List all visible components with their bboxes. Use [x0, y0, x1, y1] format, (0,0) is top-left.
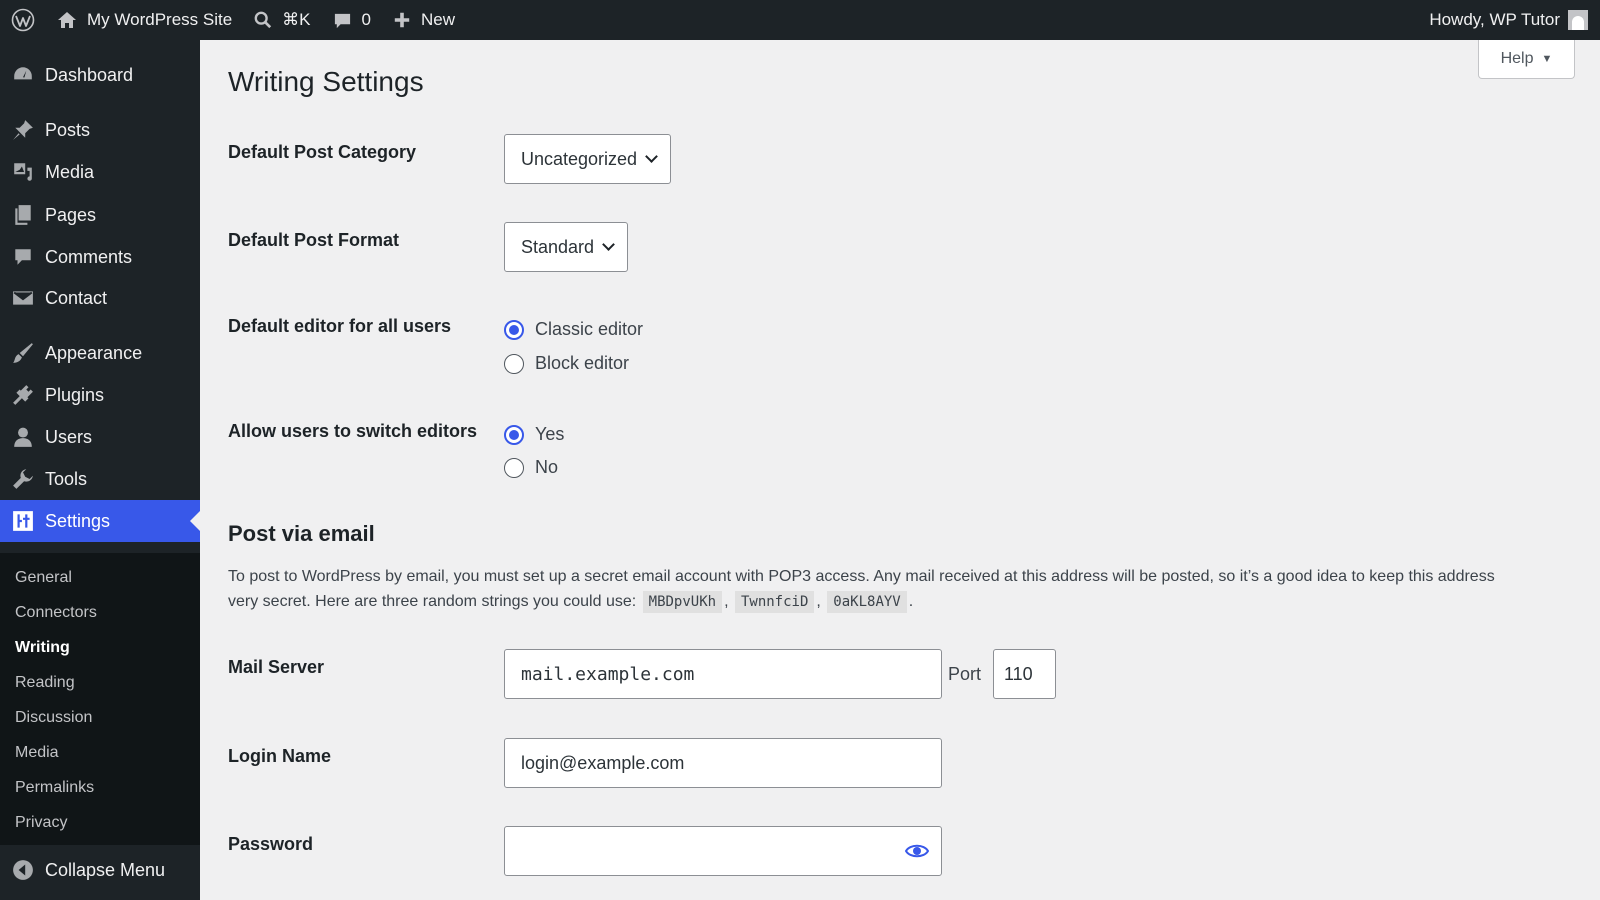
sidebar-item-tools[interactable]: [0, 458, 200, 500]
random-string: TwnnfciD: [735, 591, 814, 613]
sidebar-item-label: Settings: [45, 510, 111, 531]
submenu-item-discussion[interactable]: Discussion: [15, 709, 93, 726]
plugin-icon: [12, 384, 34, 406]
collapse-menu-button[interactable]: [0, 849, 200, 891]
collapse-menu-label: Collapse Menu: [45, 859, 166, 880]
post-via-email-description: To post to WordPress by email, you must set up a secret email account with POP3 access. Any mail received at this address will be posted, so it’s a good idea to keep this address very secret. Here are three random strings you could use: MBDpvUKh , TwnnfciD , 0aKL8AYV .: [228, 564, 1528, 615]
submenu-item-connectors[interactable]: Connectors: [15, 604, 97, 621]
site-name: My WordPress Site: [87, 10, 233, 29]
radio-label: Yes: [535, 424, 565, 444]
radio-switch-yes[interactable]: [504, 424, 564, 445]
submenu-item-reading[interactable]: Reading: [15, 674, 75, 691]
login-name-label: Login Name: [228, 746, 332, 766]
sidebar-item-posts[interactable]: [0, 109, 200, 151]
settings-icon: [12, 510, 34, 532]
site-name-link[interactable]: [46, 0, 243, 40]
allow-switch-label: Allow users to switch editors: [228, 421, 478, 441]
wordpress-logo-button[interactable]: [0, 0, 46, 40]
default-format-value: Standard: [521, 236, 595, 257]
sidebar-item-label: Media: [45, 161, 95, 182]
mail-server-label: Mail Server: [228, 657, 325, 677]
new-label: New: [420, 10, 455, 29]
radio-button-checked[interactable]: [504, 425, 524, 445]
radio-button-checked[interactable]: [504, 320, 524, 340]
sidebar-item-users[interactable]: [0, 416, 200, 458]
brush-icon: [12, 342, 34, 364]
pin-icon: [12, 119, 34, 141]
sidebar-item-contact[interactable]: [0, 277, 200, 319]
help-button[interactable]: [1478, 40, 1575, 79]
main-content: [200, 40, 1600, 900]
post-via-email-heading: Post via email: [228, 521, 375, 546]
password-input[interactable]: [504, 826, 942, 876]
my-account-menu[interactable]: [1418, 0, 1600, 40]
comments-link[interactable]: [322, 0, 382, 40]
chevron-down-icon: [602, 238, 615, 251]
radio-switch-no[interactable]: [504, 457, 558, 478]
sidebar-item-label: Users: [45, 426, 93, 447]
admin-bar: [0, 0, 1600, 40]
comments-count: 0: [361, 10, 371, 29]
description-text: To post to WordPress by email, you must set up a secret email account with POP3 access. Any mail received at this address will be posted, so it’s a good idea to keep this address very secret. Here are three random strings you could use:: [228, 568, 1495, 610]
command-search-button[interactable]: [243, 0, 321, 40]
port-label: Port: [948, 664, 982, 684]
submenu-item-privacy[interactable]: Privacy: [15, 814, 68, 831]
sidebar-item-label: Posts: [45, 119, 91, 140]
random-string: MBDpvUKh: [643, 591, 722, 613]
radio-label: Classic editor: [535, 319, 644, 339]
submenu-item-writing[interactable]: Writing: [15, 639, 70, 656]
password-label: Password: [228, 834, 314, 854]
sidebar-item-label: Pages: [45, 204, 97, 225]
wordpress-logo-icon: [11, 8, 35, 32]
random-string: 0aKL8AYV: [827, 591, 906, 613]
default-category-label: Default Post Category: [228, 142, 417, 162]
search-icon: [254, 11, 272, 29]
radio-block-editor[interactable]: [504, 353, 629, 374]
sidebar-item-pages[interactable]: [0, 194, 200, 236]
help-label: Help: [1500, 50, 1534, 67]
submenu-item-general[interactable]: General: [15, 569, 72, 586]
radio-button[interactable]: [504, 354, 524, 374]
default-format-select[interactable]: [504, 222, 628, 272]
radio-label: Block editor: [535, 353, 630, 373]
chevron-down-icon: [645, 150, 658, 163]
submenu-item-media[interactable]: Media: [15, 744, 59, 761]
wrench-icon: [12, 468, 34, 490]
user-icon: [12, 426, 34, 448]
home-icon: [57, 10, 77, 30]
plus-icon: [393, 11, 411, 29]
sidebar-item-media[interactable]: [0, 151, 200, 193]
collapse-arrow-icon: [12, 859, 34, 881]
new-content-button[interactable]: [382, 0, 466, 40]
sidebar-item-label: Appearance: [45, 342, 143, 363]
sidebar-item-comments[interactable]: [0, 236, 200, 278]
comment-bubble-icon: [333, 11, 352, 30]
sidebar-item-plugins[interactable]: [0, 374, 200, 416]
avatar: [1568, 10, 1588, 30]
radio-classic-editor[interactable]: [504, 319, 643, 340]
sidebar-item-dashboard[interactable]: [0, 54, 200, 96]
submenu-item-permalinks[interactable]: Permalinks: [15, 779, 95, 796]
radio-label: No: [535, 457, 559, 477]
default-editor-label: Default editor for all users: [228, 316, 452, 336]
howdy-text: Howdy, WP Tutor: [1429, 10, 1560, 29]
sidebar-item-settings[interactable]: [0, 500, 200, 542]
comment-icon: [12, 246, 34, 268]
sidebar-item-label: Comments: [45, 246, 133, 267]
page-title: Writing Settings: [228, 66, 424, 97]
sidebar-item-label: Contact: [45, 287, 108, 308]
settings-submenu: [0, 553, 200, 845]
admin-sidebar: [0, 40, 200, 900]
default-category-select[interactable]: [504, 134, 671, 184]
search-shortcut: ⌘K: [282, 10, 311, 29]
dashboard-icon: [12, 64, 34, 86]
eye-icon[interactable]: [905, 841, 929, 861]
sidebar-item-label: Tools: [45, 468, 88, 489]
envelope-icon: [12, 287, 34, 309]
mail-server-input[interactable]: mail.example.com: [504, 649, 942, 699]
sidebar-item-label: Plugins: [45, 384, 105, 405]
caret-down-icon: ▼: [1541, 53, 1553, 65]
radio-button[interactable]: [504, 458, 524, 478]
media-icon: [12, 161, 34, 183]
sidebar-item-label: Dashboard: [45, 64, 134, 85]
default-format-label: Default Post Format: [228, 230, 400, 250]
port-input[interactable]: 110: [993, 649, 1056, 699]
login-name-input[interactable]: login@example.com: [504, 738, 942, 788]
pages-icon: [12, 204, 34, 226]
sidebar-item-appearance[interactable]: [0, 332, 200, 374]
default-category-value: Uncategorized: [521, 148, 638, 169]
